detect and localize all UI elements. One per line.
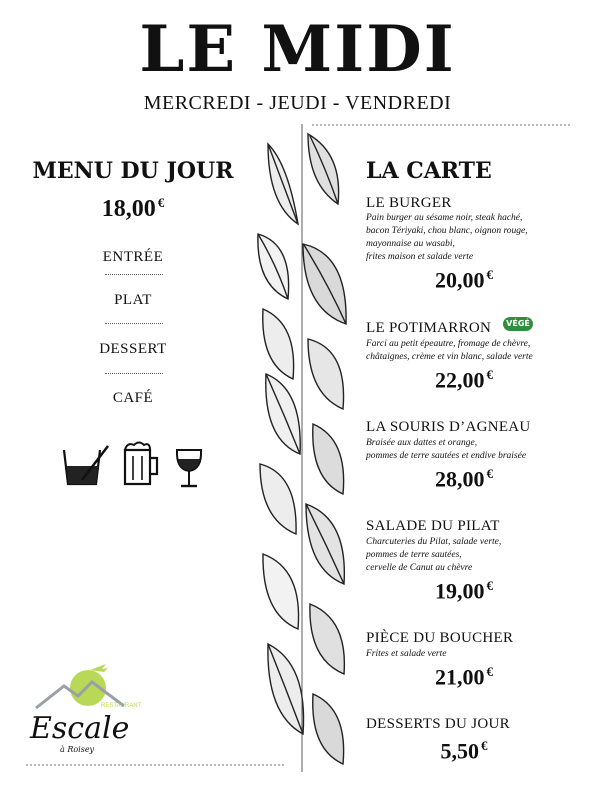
dish-price-currency: € — [486, 367, 493, 382]
dish-price-value: 28,00 — [435, 466, 485, 492]
wine-glass-icon — [174, 447, 204, 489]
course-separator — [105, 274, 163, 275]
logo-top-text: RESTAURANT — [101, 703, 142, 709]
dish-name: LE POTIMARRON — [366, 320, 492, 336]
dish-description — [366, 536, 586, 575]
vege-badge: VÉGÉ — [503, 317, 533, 331]
dish-name: DESSERTS DU JOUR — [366, 716, 510, 732]
dish-price-value: 20,00 — [435, 267, 485, 293]
description-line: bacon Tériyaki, chou blanc, oignon rouge, — [366, 226, 528, 236]
dish-description — [366, 338, 586, 364]
page-title: LE MIDI — [139, 12, 456, 87]
dish-price-currency: € — [486, 664, 493, 679]
logo-place: à Roisey — [60, 745, 95, 754]
leaves-illustration — [248, 124, 356, 772]
description-line: cervelle de Canut au chèvre — [366, 563, 473, 573]
footer-divider — [26, 764, 284, 766]
description-line: mayonnaise au wasabi, — [366, 239, 455, 249]
dish-price — [366, 578, 562, 604]
dish-price-currency: € — [486, 267, 493, 282]
dish-price — [366, 664, 562, 690]
description-line: Frites et salade verte — [366, 649, 447, 659]
dish-description — [366, 437, 586, 463]
dish-name: LA SOURIS D’AGNEAU — [366, 419, 531, 435]
course-plat: PLAT — [114, 292, 152, 308]
dish-description — [366, 648, 586, 661]
description-line: Braisée aux dattes et orange, — [366, 438, 478, 448]
dish-price-currency: € — [486, 466, 493, 481]
dish-price — [366, 367, 562, 393]
dish-name: SALADE DU PILAT — [366, 518, 500, 534]
dish-description — [366, 212, 586, 264]
dish-price — [366, 267, 562, 293]
restaurant-logo — [26, 660, 142, 760]
dish-price-currency: € — [486, 578, 493, 593]
dish-name: LE BURGER — [366, 195, 452, 211]
logo-name: Escale — [30, 711, 130, 746]
dish-name: PIÈCE DU BOUCHER — [366, 630, 514, 646]
dish-price-value: 19,00 — [435, 578, 485, 604]
course-dessert: DESSERT — [99, 341, 167, 357]
dish-price-value: 5,50 — [440, 738, 479, 764]
course-cafe: CAFÉ — [112, 390, 154, 406]
description-line: Farci au petit épeautre, fromage de chèvre, — [366, 339, 531, 349]
description-line: Pain burger au sésame noir, steak haché, — [366, 213, 523, 223]
description-line: frites maison et salade verte — [366, 252, 474, 262]
dish-price-currency: € — [481, 738, 488, 753]
dish-price-value: 21,00 — [435, 664, 485, 690]
description-line: Charcuteries du Pilat, salade verte, — [366, 537, 502, 547]
menu-price-currency: € — [157, 195, 165, 210]
description-line: pommes de terre sautées, — [366, 550, 462, 560]
course-entree: ENTRÉE — [102, 249, 164, 265]
dish-price — [366, 466, 562, 492]
cocktail-glass-icon — [60, 440, 112, 486]
menu-price-value: 18,00 — [101, 196, 156, 222]
menu-du-jour-price — [22, 195, 244, 223]
course-separator — [105, 323, 163, 324]
course-separator — [105, 373, 163, 374]
description-line: pommes de terre sautées et endive braisée — [366, 451, 527, 461]
menu-du-jour-title: MENU DU JOUR — [32, 158, 234, 184]
dish-price — [366, 738, 562, 764]
dish-price-value: 22,00 — [435, 367, 485, 393]
la-carte-title: LA CARTE — [366, 158, 492, 184]
beer-mug-icon — [121, 440, 161, 486]
description-line: châtaignes, crème et vin blanc, salade verte — [366, 352, 533, 362]
days-subtitle: MERCREDI - JEUDI - VENDREDI — [143, 92, 452, 114]
